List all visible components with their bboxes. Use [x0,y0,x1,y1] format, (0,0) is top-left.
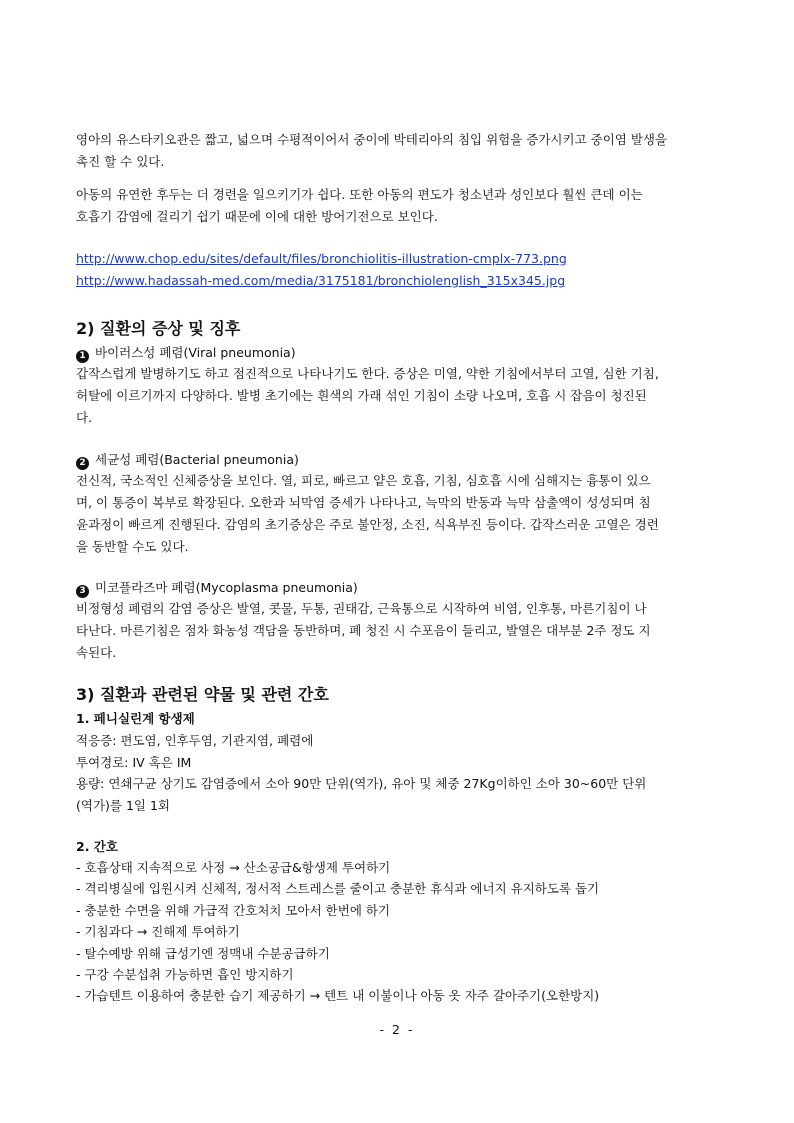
mycoplasma-pneumonia-heading [76,577,358,599]
text-line: 영아의 유스타키오관은 짧고, 넓으며 수평적이어서 중이에 박테리아의 침입 위험을 증가시키고 중이염 발생을 [76,132,668,147]
heading-text: 미코플라즈마 폐렴(Mycoplasma pneumonia) [95,580,358,595]
intro-paragraph-1 [76,129,718,173]
text-line: 아동의 유연한 후두는 더 경련을 일으키기가 쉽다. 또한 아동의 편도가 청소년과 성인보다 훨씬 큰데 이는 [76,187,643,202]
drug-heading: 1. 페니실린계 항생제 [76,711,195,726]
text-line: 며, 이 통증이 복부로 확장된다. 오한과 뇌막염 증세가 나타나고, 늑막의 반동과 늑막 삼출액이 성성되며 침 [76,495,651,510]
text-line: 을 동반할 수도 있다. [76,539,189,554]
intro-paragraph-2 [76,184,718,228]
reference-link-1[interactable]: http://www.chop.edu/sites/default/files/bronchiolitis-illustration-cmplx-773.png [76,251,567,266]
text-line: (역가)를 1일 1회 [76,798,170,813]
text-line: 속된다. [76,645,117,660]
list-item: - 구강 수분섭취 가능하면 흡인 방지하기 [76,967,294,983]
circled-number-icon: 3 [76,585,89,598]
text-line: 촉진 할 수 있다. [76,154,165,169]
heading-text: 바이러스성 폐렴(Viral pneumonia) [95,345,296,360]
circled-number-icon: 2 [76,457,89,470]
text-line: 비정형성 폐렴의 감염 증상은 발열, 콧물, 두통, 권태감, 근육통으로 시작하여 비염, 인후통, 마른기침이 나 [76,601,647,616]
list-item: - 격리병실에 입원시켜 신체적, 정서적 스트레스를 줄이고 충분한 휴식과 에너지 유지하도록 돕기 [76,881,600,897]
care-heading: 2. 간호 [76,839,118,854]
care-list [76,857,718,1007]
route-text: 투여경로: IV 혹은 IM [76,755,192,770]
viral-pneumonia-heading [76,342,296,364]
bacterial-pneumonia-paragraph [76,470,718,558]
heading-text: 세균성 폐렴(Bacterial pneumonia) [95,452,299,467]
text-line: 용량: 연쇄구균 상기도 감염증에서 소아 90만 단위(역가), 유아 및 체중 27Kg이하인 소아 30~60만 단위 [76,776,647,791]
reference-link-2[interactable]: http://www.hadassah-med.com/media/3175181/bronchiolenglish_315x345.jpg [76,273,566,288]
text-line: 전신적, 국소적인 신체증상을 보인다. 열, 피로, 빠르고 얕은 호흡, 기침, 심호흡 시에 심해지는 흉통이 있으 [76,473,651,488]
page-number: - 2 - [379,1022,415,1037]
circled-number-icon: 1 [76,350,89,363]
list-item: - 가습텐트 이용하여 충분한 습기 제공하기 → 텐트 내 이불이나 아동 옷 자주 갈아주기(오한방지) [76,988,600,1004]
text-line: 허탈에 이르기까지 다양하다. 발병 초기에는 흰색의 가래 섞인 기침이 소량 나오며, 호흡 시 잡음이 청진된 [76,388,647,403]
text-line: 호흡기 감염에 걸리기 쉽기 때문에 이에 대한 방어기전으로 보인다. [76,209,438,224]
viral-pneumonia-paragraph [76,363,718,429]
list-item: - 호흡상태 지속적으로 사정 → 산소공급&항생제 투여하기 [76,860,391,875]
text-line: 갑작스럽게 발병하기도 하고 점진적으로 나타나기도 한다. 증상은 미열, 약한 기침에서부터 고열, 심한 기침, [76,366,659,381]
section-3-title: 3) 질환과 관련된 약물 및 관련 간호 [76,685,329,704]
section-2-title: 2) 질환의 증상 및 징후 [76,319,241,338]
mycoplasma-pneumonia-paragraph [76,598,718,664]
list-item: - 충분한 수면을 위해 가급적 간호처치 모아서 한번에 하기 [76,902,391,918]
list-item: - 탈수예방 위해 급성기엔 정맥내 수분공급하기 [76,945,330,961]
text-line: 타난다. 마른기침은 점차 화농성 객담을 동반하며, 폐 청진 시 수포음이 들리고, 발열은 대부분 2주 정도 지 [76,623,651,638]
text-line: 윤과정이 빠르게 진행된다. 감염의 초기증상은 주로 불안정, 소진, 식욕부진 등이다. 갑작스러운 고열은 경련 [76,517,659,532]
indication-text: 적응증: 편도염, 인후두염, 기관지염, 폐렴에 [76,733,314,748]
text-line: 다. [76,410,93,425]
list-item: - 기침과다 → 진해제 투여하기 [76,924,240,940]
dose-paragraph [76,773,718,817]
bacterial-pneumonia-heading [76,449,299,471]
